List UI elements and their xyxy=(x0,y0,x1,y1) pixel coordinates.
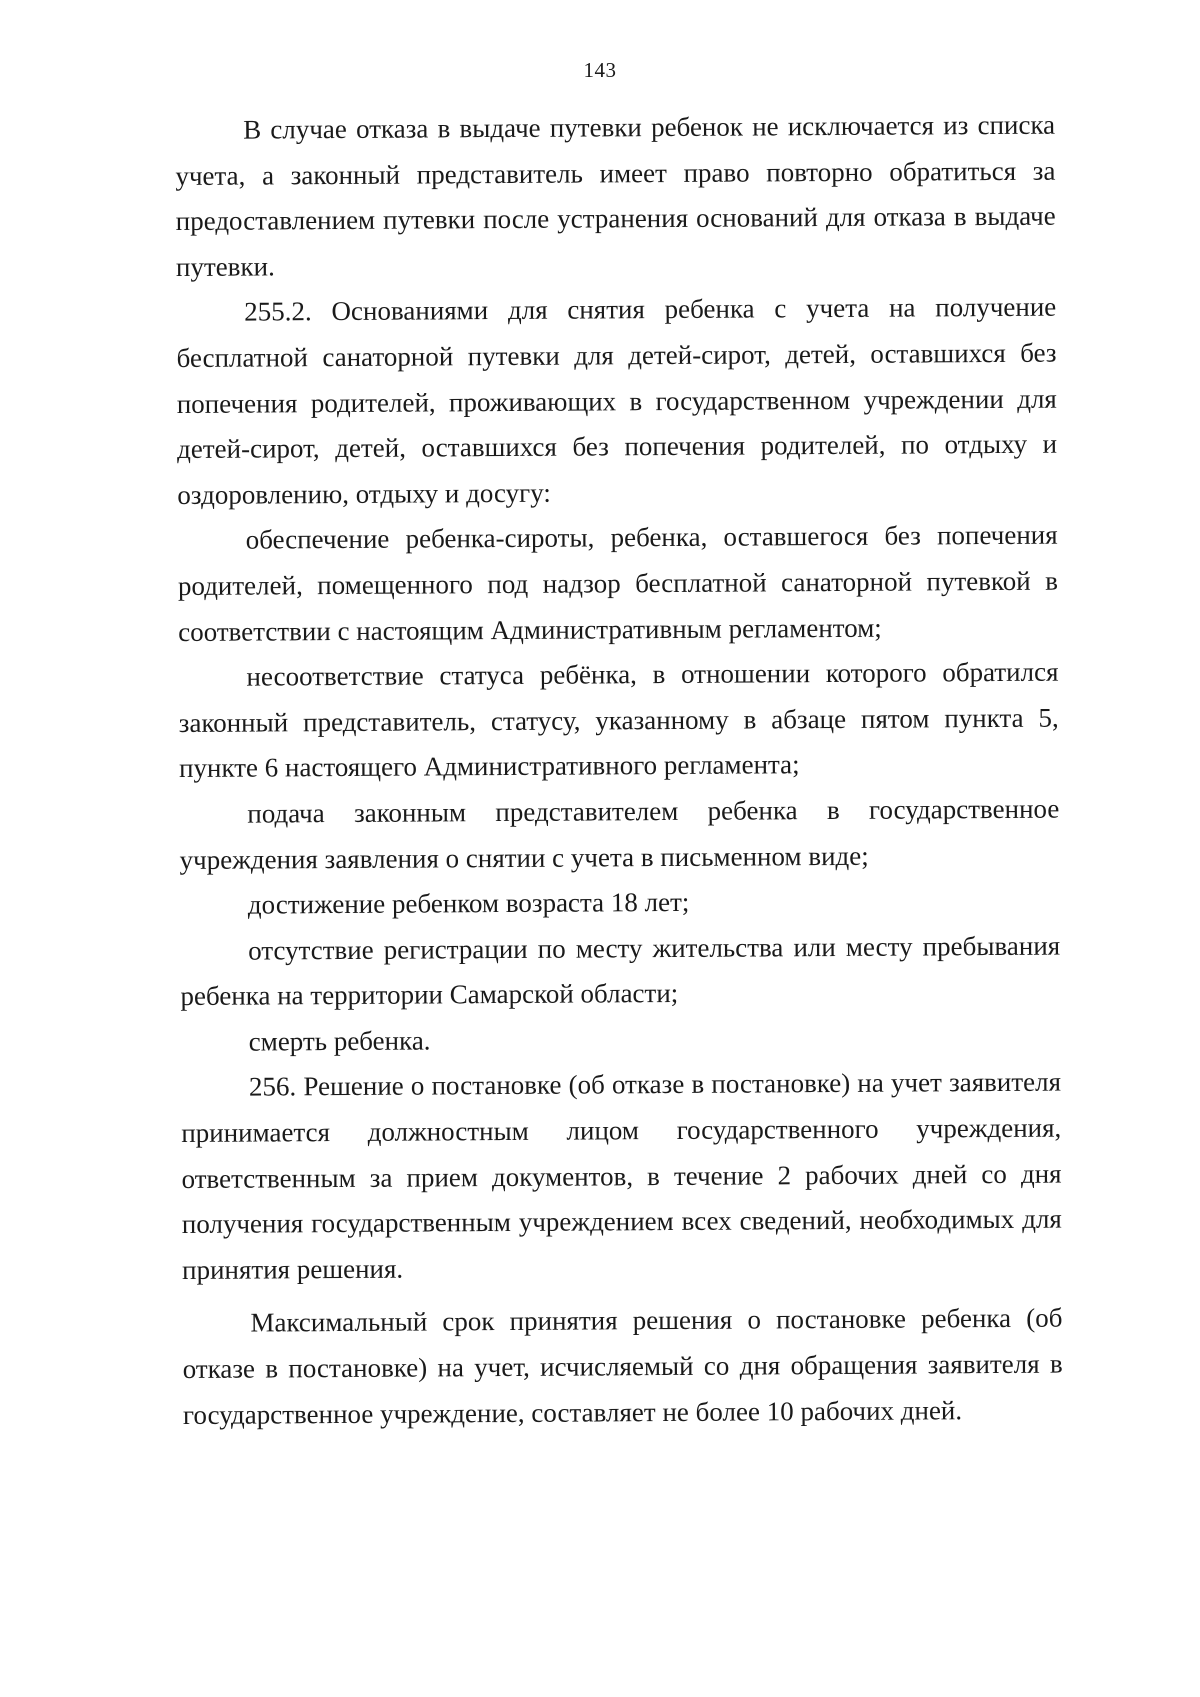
paragraph-ground-death: смерть ребенка. xyxy=(248,1025,431,1057)
document-body xyxy=(175,103,1063,1439)
paragraph-ground-written-application: подача законным представителем ребенка в государственное учреждения заявления о снятии с учета в письменном виде; xyxy=(179,793,1060,875)
paragraph-ground-status-mismatch: несоответствие статуса ребёнка, в отношении которого обратился законный представитель, статусу, указанному в абзаце пятом пункта 5, пункте 6 настоящего Административного регламента; xyxy=(178,656,1059,784)
paragraph-refusal-note: В случае отказа в выдаче путевки ребенок не исключается из списка учета, а законный представитель имеет право повторно обратиться за предоставлением путевки после устранения оснований для отказа в выдаче путевки. xyxy=(175,109,1056,282)
paragraph-ground-age: достижение ребенком возраста 18 лет; xyxy=(247,886,690,920)
paragraph-ground-provision: обеспечение ребенка-сироты, ребенка, оставшегося без попечения родителей, помещенного под надзор бесплатной санаторной путевкой в соответствии с настоящим Административным регламентом; xyxy=(177,519,1058,647)
paragraph-255-2-grounds: 255.2. Основаниями для снятия ребенка с учета на получение бесплатной санаторной путевки для детей-сирот, детей, оставшихся без попечения родителей, проживающих в государственном учреждении для детей-сирот, детей, оставшихся без попечения родителей, по отдыху и оздоровлению, отдыху и досугу: xyxy=(176,291,1058,510)
paragraph-max-term: Максимальный срок принятия решения о постановке ребенка (об отказе в постановке) на учет, исчисляемый со дня обращения заявителя в государственное учреждение, составляет не более 10 рабочих дней. xyxy=(182,1303,1063,1430)
paragraph-ground-registration: отсутствие регистрации по месту жительства или месту пребывания ребенка на территории Самарской области; xyxy=(180,930,1061,1012)
page-number: 143 xyxy=(583,58,617,82)
paragraph-256-decision: 256. Решение о постановке (об отказе в постановке) на учет заявителя принимается должностным лицом государственного учреждения, ответственным за прием документов, в течение 2 рабочих дней со дня получения государственным учреждением всех сведений, необходимых для принятия решения. xyxy=(181,1067,1062,1285)
